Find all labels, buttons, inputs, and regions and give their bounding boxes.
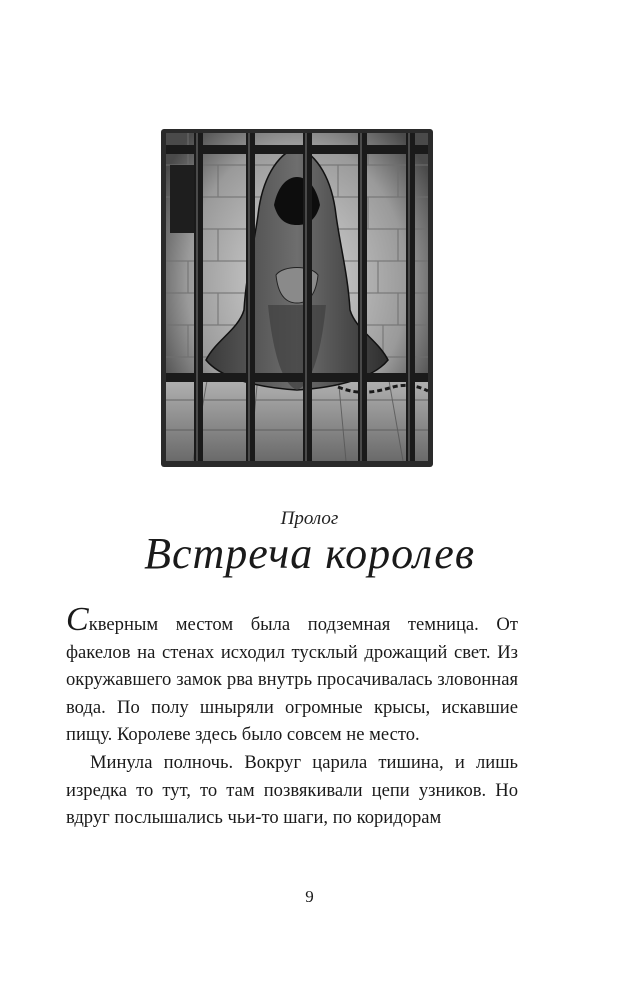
hooded-figure-behind-bars-icon [158,125,436,470]
body-text [66,601,518,832]
page-number: 9 [305,887,314,906]
drop-cap: С [66,601,89,638]
chapter-title: Встреча королев [144,529,475,578]
paragraph-1-text: кверным местом была подземная темница. От факелов на стенах исходил тусклый дрожащий свет. Из окружавшего замок рва внутрь просачивалась зловонная вода. По полу шныряли огромные крысы, искавшие пищу. Королеве здесь было совсем не место. [66,614,518,746]
prison-illustration [158,125,436,470]
paragraph-2: Минула полночь. Вокруг царила тишина, и лишь изредка то тут, то там позвякивали цепи узников. Но вдруг послышались чьи-то шаги, по коридорам [66,751,518,829]
chapter-subtitle: Пролог [280,508,339,529]
paragraph-1 [66,601,518,749]
